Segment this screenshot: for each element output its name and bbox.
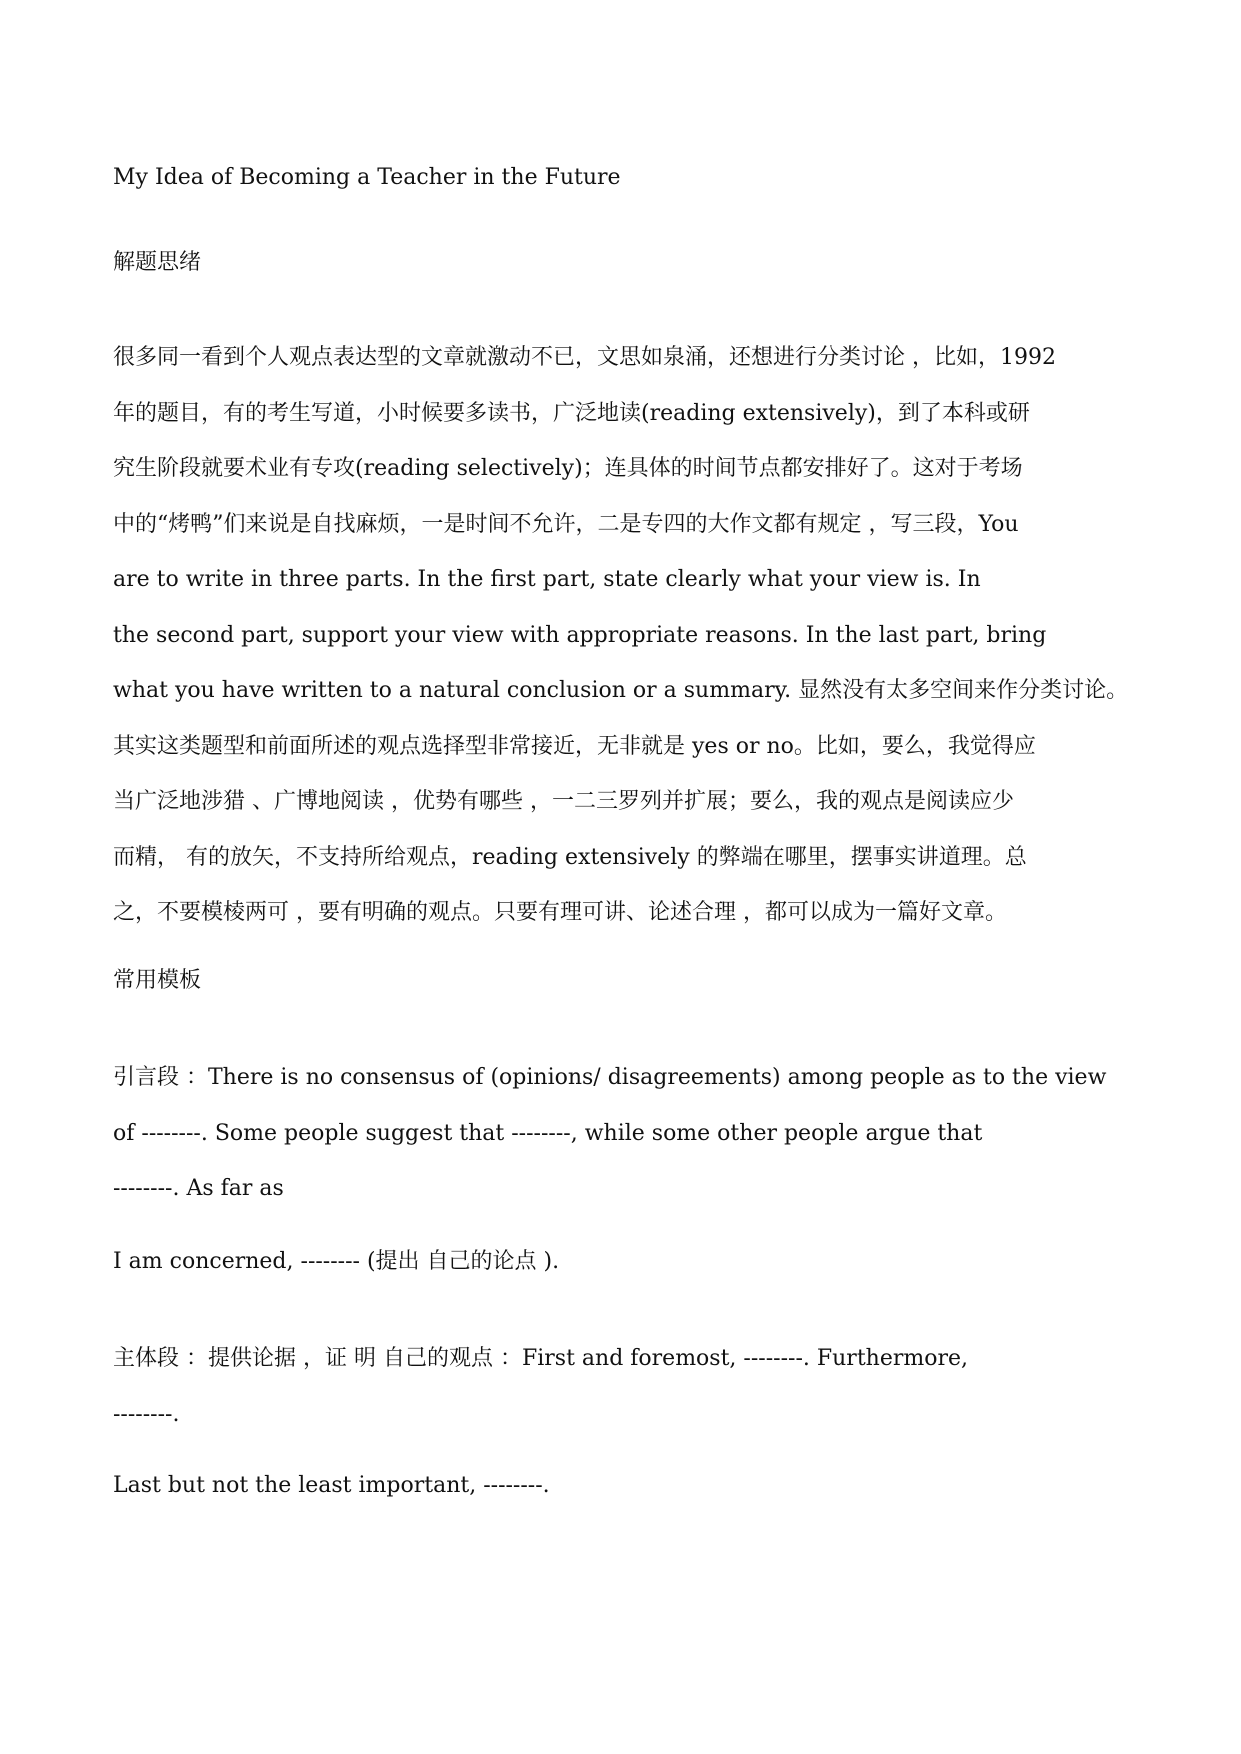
body-template-paragraph (113, 1331, 1213, 1442)
paragraph-line: what you have written to a natural conclusion or a summary. 显然没有太多空间来作分类讨论。 (113, 678, 1129, 703)
section-heading-templates: 常用模板 (113, 968, 202, 993)
paragraph-line: 年的题目，有的考生写道，小时候要多读书，广泛地读(reading extensively)，到了本科或研 (113, 400, 1030, 426)
paragraph-line: 当广泛地涉猎 、广博地阅读 ，优势有哪些 ，一二三罗列并扩展；要么，我的观点是阅读应少 (113, 789, 1014, 814)
template-line: 主体段 ：提供论据 ，证 明 自己的观点 ：First and foremost, --------. Furthermore, (113, 1346, 969, 1371)
paragraph-line: 其实这类题型和前面所述的观点选择型非常接近，无非就是 yes or no。比如，要么，我觉得应 (113, 733, 1036, 759)
template-line: of --------. Some people suggest that --------, while some other people argue that (113, 1120, 983, 1146)
paragraph-line: 究生阶段就要术业有专攻(reading selectively)；连具体的时间节点都安排好了。这对于考场 (113, 456, 1023, 481)
template-line: --------. As far as (113, 1176, 284, 1201)
paragraph-line: 很多同一看到个人观点表达型的文章就激动不已，文思如泉涌，还想进行分类讨论 ，比如，1992 (113, 345, 1056, 370)
paragraph-line: 中的“烤鸭”们来说是自找麻烦，一是时间不允许，二是专四的大作文都有规定 ，写三段，You (113, 511, 1019, 537)
document-title: My Idea of Becoming a Teacher in the Future (113, 165, 621, 190)
paragraph-line: 而精， 有的放矢，不支持所给观点，reading extensively 的弊端在哪里，摆事实讲道理。总 (113, 844, 1027, 870)
template-line: --------. (113, 1401, 180, 1427)
template-line: 引言段 ：There is no consensus of (opinions/ disagreements) among people as to the view (113, 1065, 1107, 1090)
last-template-line: Last but not the least important, --------. (113, 1473, 550, 1498)
paragraph-line: the second part, support your view with appropriate reasons. In the last part, bring (113, 622, 1047, 648)
paragraph-line: are to write in three parts. In the first part, state clearly what your view is. In (113, 567, 981, 592)
concerned-template-line: I am concerned, -------- (提出 自己的论点 ). (113, 1249, 560, 1274)
analysis-paragraph (113, 330, 1153, 941)
intro-template-paragraph (113, 1050, 1213, 1217)
section-heading-approach: 解题思绪 (113, 250, 202, 275)
paragraph-line: 之，不要模棱两可 ，要有明确的观点。只要有理可讲、论述合理 ，都可以成为一篇好文章。 (113, 900, 1007, 925)
